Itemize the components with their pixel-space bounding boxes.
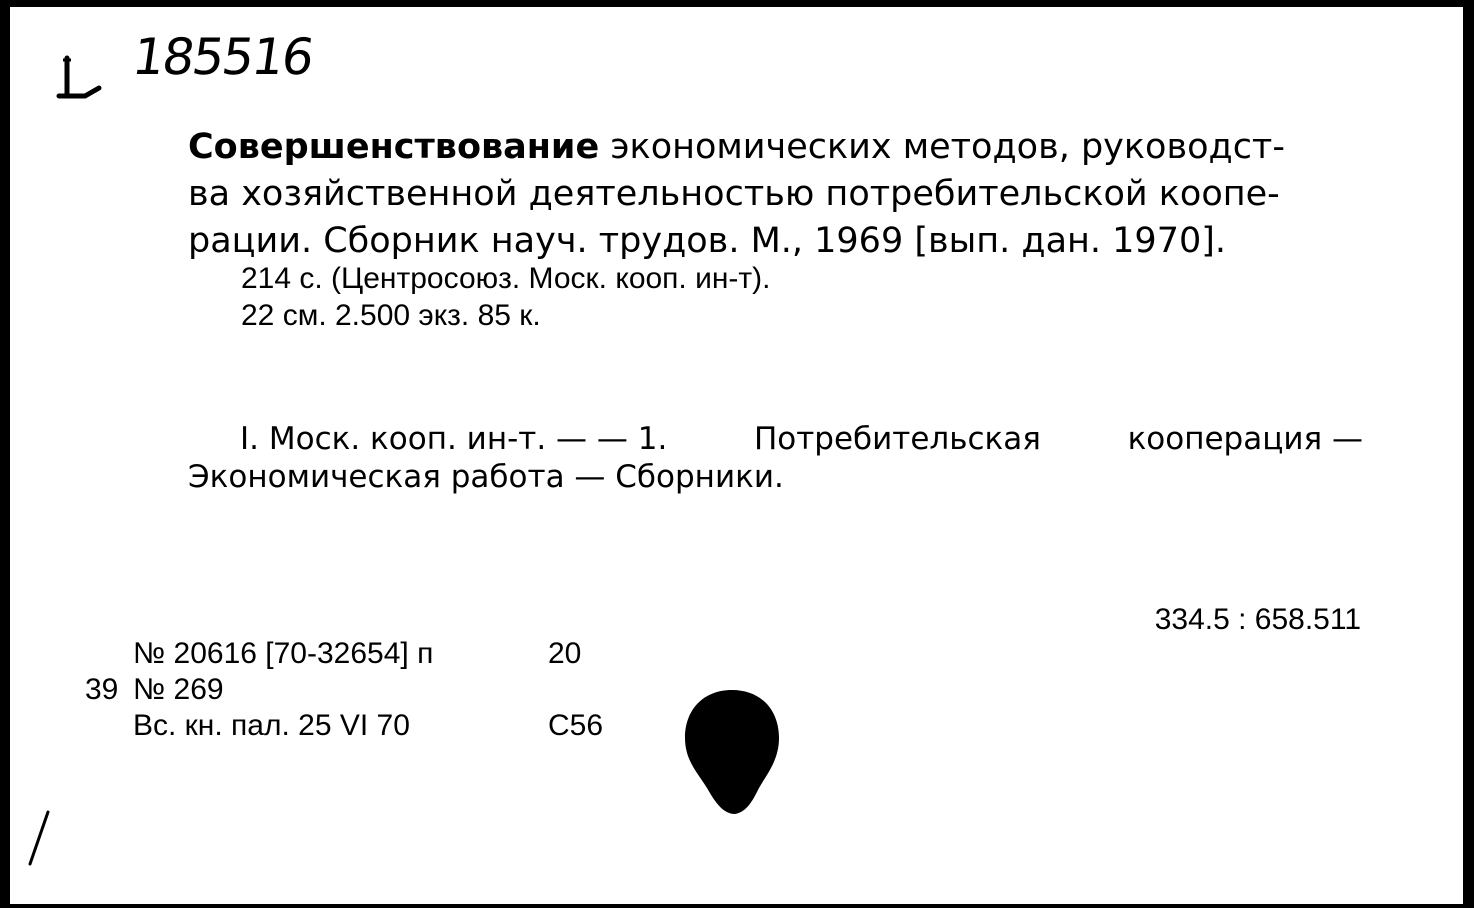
subjects-line-1 — [188, 420, 1363, 458]
card-border-bottom — [0, 904, 1474, 908]
card-border-right — [1463, 0, 1474, 908]
title-heading-word: Совершенствование — [188, 127, 600, 167]
subjects-line-2: Экономическая работа — Сборники. — [188, 459, 784, 495]
title-line-3: рации. Сборник науч. трудов. М., 1969 [вып. дан. 1970]. — [188, 221, 1227, 261]
catalog-code: С56 — [548, 709, 604, 742]
title-line-2: ва хозяйственной деятельностью потребительской коопе- — [188, 174, 1280, 214]
book-chamber-stamp: Вс. кн. пал. 25 VI 70 — [133, 709, 410, 742]
card-border-top — [0, 0, 1474, 7]
size-print-run-price-line: 22 см. 2.500 экз. 85 к. — [241, 299, 541, 332]
bibliographic-title — [188, 124, 1363, 265]
subject-part-3: кооперация — — [1127, 421, 1363, 457]
subject-headings — [188, 420, 1363, 496]
card-punch-hole — [683, 688, 781, 816]
registration-row — [85, 708, 603, 744]
registration-row — [85, 636, 603, 672]
title-line-1-rest: экономических методов, руководст- — [610, 127, 1285, 167]
handwritten-catalog-number: 185516 — [128, 28, 316, 86]
title-line-1 — [188, 124, 1363, 171]
pencil-slash-mark — [24, 808, 54, 868]
registration-lead — [85, 636, 133, 672]
registration-block — [85, 636, 603, 744]
registration-lead: 39 — [85, 673, 119, 706]
registration-tail: 20 — [548, 637, 582, 670]
corner-handwritten-mark — [55, 50, 105, 110]
registration-number: № 20616 [70-32654] п — [133, 637, 434, 670]
registration-number: № 269 — [133, 673, 224, 706]
subject-part-1: I. Моск. кооп. ин-т. — — 1. — [240, 421, 668, 457]
card-border-left — [0, 0, 10, 908]
subject-part-2: Потребительская — [753, 421, 1041, 457]
pagination-line: 214 с. (Центросоюз. Моск. кооп. ин-т). — [241, 262, 771, 295]
registration-row — [85, 672, 603, 708]
registration-lead — [85, 708, 133, 744]
udc-classification: 334.5 : 658.511 — [1154, 603, 1361, 636]
publication-details — [241, 260, 770, 334]
